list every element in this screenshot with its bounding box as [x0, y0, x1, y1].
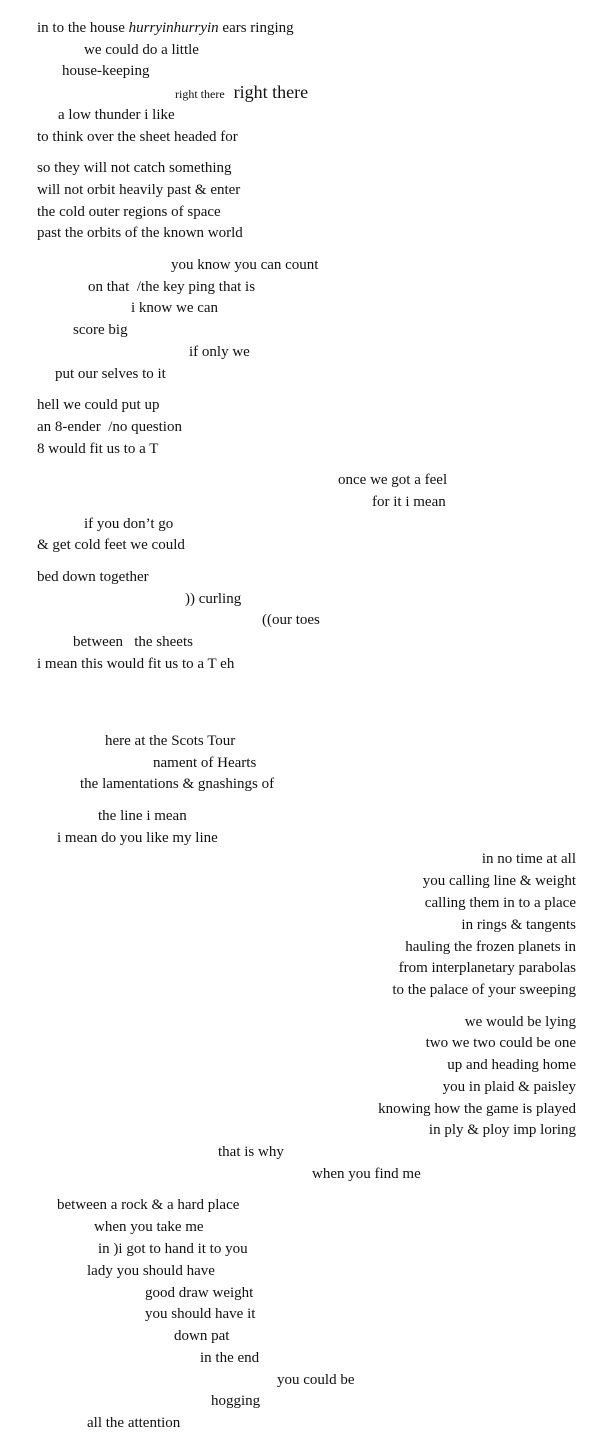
- poem-line: when you find me: [312, 1166, 421, 1182]
- poem-line: ((our toes: [262, 612, 320, 628]
- poem-text-large: right there: [233, 82, 309, 102]
- poem-line: )) curling: [185, 591, 242, 607]
- poem-line: the lamentations & gnashings of: [80, 776, 275, 792]
- poem-text-small: right there: [175, 87, 225, 101]
- poem-line: the cold outer regions of space: [37, 204, 221, 220]
- poem-line: lady you should have: [87, 1263, 215, 1279]
- poem-line: we could do a little: [84, 42, 199, 58]
- poem-line: you know you can count: [171, 257, 319, 273]
- poem-line: hauling the frozen planets in: [405, 939, 576, 955]
- poem-line: to the palace of your sweeping: [392, 982, 576, 998]
- poem-text: in to the house: [37, 20, 129, 36]
- poem-line: hogging: [211, 1393, 261, 1409]
- poem-line: the line i mean: [98, 808, 187, 824]
- poem-line: down pat: [174, 1328, 230, 1344]
- poem-line: 8 would fit us to a T: [37, 441, 159, 457]
- poem-line: between a rock & a hard place: [57, 1197, 240, 1213]
- poem-line: up and heading home: [447, 1057, 576, 1073]
- poem-line: from interplanetary parabolas: [398, 960, 576, 976]
- poem-text-italic: hurryinhurryin: [128, 20, 219, 36]
- poem-line: score big: [73, 322, 128, 338]
- poem-line: in ply & ploy imp loring: [428, 1122, 576, 1138]
- poem-line: calling them in to a place: [424, 895, 576, 911]
- poem-line: bed down together: [37, 569, 149, 585]
- poem-line: all the attention: [87, 1415, 181, 1431]
- poem-line: in the end: [200, 1350, 260, 1366]
- poem-line: i mean this would fit us to a T eh: [37, 656, 235, 672]
- poem-line: an 8-ender /no question: [37, 419, 182, 435]
- poem-line: so they will not catch something: [37, 160, 232, 176]
- poem-line: a low thunder i like: [58, 107, 175, 123]
- poem-line: house-keeping: [62, 63, 150, 79]
- poem-line: on that /the key ping that is: [88, 279, 256, 295]
- poem-line: & get cold feet we could: [37, 537, 185, 553]
- poem-line: you could be: [277, 1372, 355, 1388]
- poem-text: ears ringing: [218, 20, 294, 36]
- poem-line: put our selves to it: [55, 366, 166, 382]
- poem-line: for it i mean: [372, 494, 446, 510]
- poem-line: [175, 82, 308, 104]
- poem-line: if only we: [189, 344, 250, 360]
- poem-line: [37, 18, 294, 38]
- poem-line: you calling line & weight: [422, 873, 576, 889]
- poem-line: when you take me: [94, 1219, 204, 1235]
- poem-line: that is why: [218, 1144, 284, 1160]
- poem-line: will not orbit heavily past & enter: [37, 182, 241, 198]
- poem-line: two we two could be one: [425, 1035, 576, 1051]
- poem-line: we would be lying: [464, 1014, 576, 1030]
- poem-line: once we got a feel: [338, 472, 448, 488]
- poem-line: here at the Scots Tour: [105, 733, 236, 749]
- poem-line: i mean do you like my line: [57, 830, 218, 846]
- poem-line: nament of Hearts: [153, 755, 257, 771]
- poem-line: if you don’t go: [84, 516, 174, 532]
- poem-line: hell we could put up: [37, 397, 160, 413]
- poem-line: knowing how the game is played: [378, 1101, 576, 1117]
- poem-line: you in plaid & paisley: [442, 1079, 576, 1095]
- poem-line: past the orbits of the known world: [37, 225, 243, 241]
- poem-line: good draw weight: [145, 1285, 254, 1301]
- poem-line: in )i got to hand it to you: [98, 1241, 248, 1257]
- poem-line: to think over the sheet headed for: [37, 129, 238, 145]
- poem-line: you should have it: [145, 1306, 256, 1322]
- poem-line: i know we can: [131, 300, 219, 316]
- poem-line: in no time at all: [481, 851, 576, 867]
- poem-line: between the sheets: [73, 634, 193, 650]
- poem-line: in rings & tangents: [461, 917, 576, 933]
